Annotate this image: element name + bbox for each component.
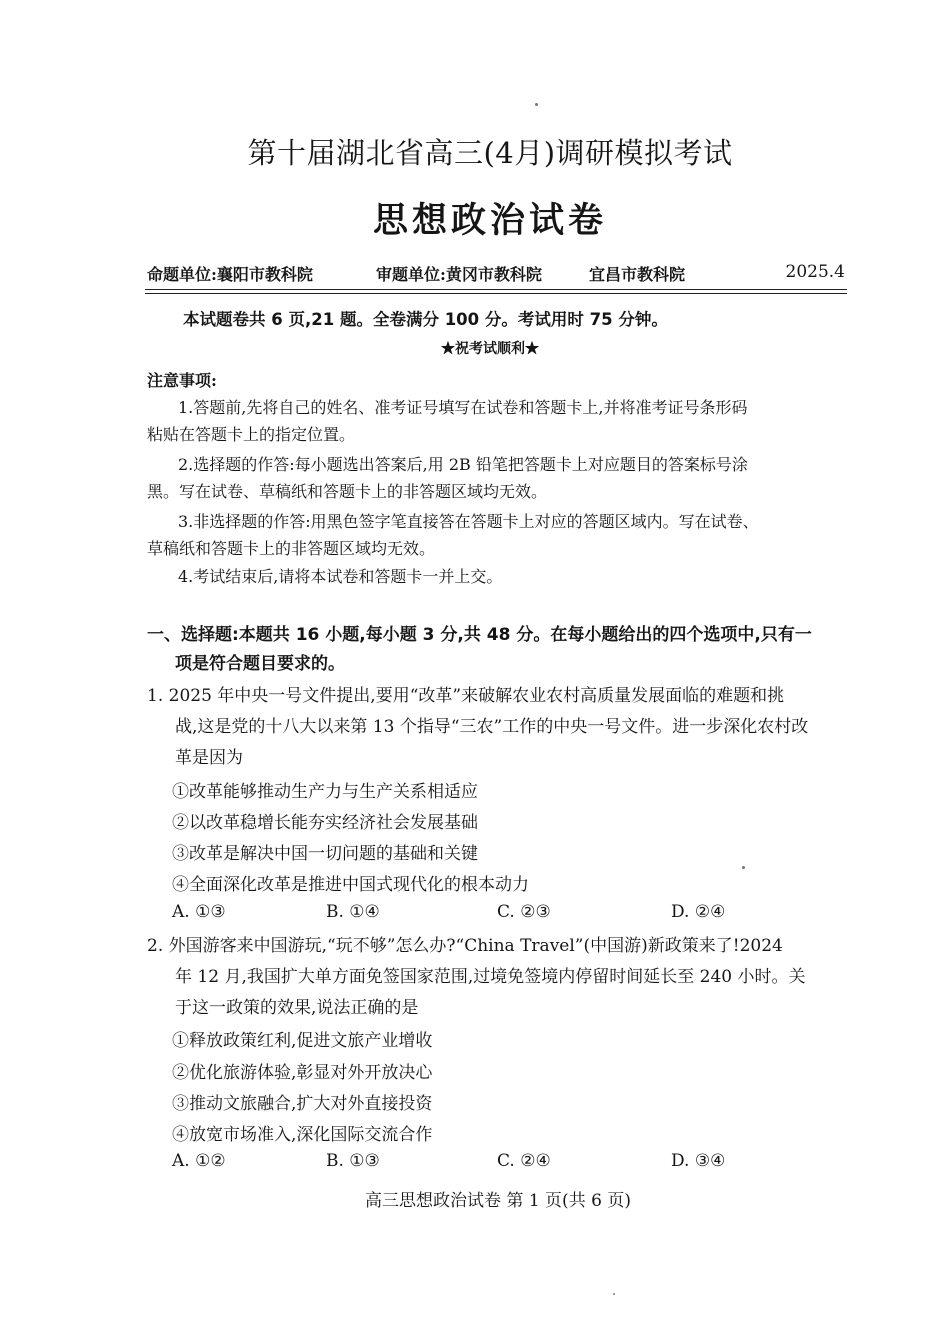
page-footer: 高三思想政治试卷 第 1 页(共 6 页): [365, 1191, 631, 1211]
question-2-choice-a: A. ①②: [172, 1151, 226, 1171]
question-2-choice-d: D. ③④: [671, 1151, 726, 1171]
question-1-stem-line1: 1. 2025 年中央一号文件提出,要用“改革”来破解农业农村高质量发展面临的难题和挑: [147, 686, 785, 706]
review-unit: 审题单位:黄冈市教科院: [376, 265, 542, 284]
notice-item-1: [147, 394, 852, 448]
notice-item-2-line2: 黑。写在试卷、草稿纸和答题卡上的非答题区域均无效。: [147, 482, 548, 501]
notice-item-3-line1: 3.非选择题的作答:用黑色签字笔直接答在答题卡上对应的答题区域内。写在试卷、: [178, 512, 759, 531]
header-rule-top: [145, 289, 847, 290]
section-heading: [147, 621, 857, 679]
exam-intro: 本试题卷共 6 页,21 题。全卷满分 100 分。考试用时 75 分钟。: [183, 310, 668, 329]
scan-speck: [742, 866, 745, 869]
question-1-choice-d: D. ②④: [671, 902, 726, 922]
notice-item-1-line1: 1.答题前,先将自己的姓名、准考证号填写在试卷和答题卡上,并将准考证号条形码: [178, 398, 748, 417]
question-1-choice-a: A. ①③: [172, 902, 226, 922]
notice-item-3-line2: 草稿纸和答题卡上的非答题区域均无效。: [147, 539, 436, 558]
question-2-option-4: ④放宽市场准入,深化国际交流合作: [172, 1125, 433, 1145]
section-heading-line2: 项是符合题目要求的。: [175, 654, 345, 674]
question-2-stem-line3: 于这一政策的效果,说法正确的是: [175, 998, 419, 1018]
subject-title: 思想政治试卷: [372, 201, 607, 241]
notice-item-4-line1: 4.考试结束后,请将本试卷和答题卡一并上交。: [178, 567, 503, 586]
notice-item-1-line2: 粘贴在答题卡上的指定位置。: [147, 425, 356, 444]
question-1-option-3: ③改革是解决中国一切问题的基础和关键: [172, 844, 478, 864]
scan-speck: [535, 103, 538, 106]
question-2-option-2: ②优化旅游体验,彰显对外开放决心: [172, 1063, 433, 1083]
good-luck-banner: ★祝考试顺利★: [441, 341, 539, 357]
notice-item-4: [147, 563, 852, 590]
question-2-choice-b: B. ①③: [326, 1151, 380, 1171]
question-1-option-4: ④全面深化改革是推进中国式现代化的根本动力: [172, 875, 529, 895]
exam-title: 第十届湖北省高三(4月)调研模拟考试: [247, 136, 733, 170]
notice-item-2-line1: 2.选择题的作答:每小题选出答案后,用 2B 铅笔把答题卡上对应题目的答案标号涂: [178, 455, 748, 474]
question-1-stem: [147, 681, 859, 774]
notice-item-3: [147, 508, 852, 562]
question-2-stem: [147, 931, 859, 1024]
header-rule-bottom: [145, 293, 847, 294]
question-2-choice-c: C. ②④: [497, 1151, 551, 1171]
question-2-option-3: ③推动文旅融合,扩大对外直接投资: [172, 1094, 433, 1114]
section-heading-line1: 一、选择题:本题共 16 小题,每小题 3 分,共 48 分。在每小题给出的四个选项中,只有一: [147, 625, 812, 645]
question-1-choice-b: B. ①④: [326, 902, 380, 922]
author-unit: 命题单位:襄阳市教科院: [147, 265, 313, 284]
notice-title: 注意事项:: [147, 371, 217, 390]
question-1-option-1: ①改革能够推动生产力与生产关系相适应: [172, 782, 478, 802]
question-1-option-2: ②以改革稳增长能夯实经济社会发展基础: [172, 813, 478, 833]
question-2-option-1: ①释放政策红利,促进文旅产业增收: [172, 1031, 433, 1051]
notice-item-2: [147, 451, 852, 505]
question-1-choice-c: C. ②③: [497, 902, 551, 922]
question-1-stem-line2: 战,这是党的十八大以来第 13 个指导“三农”工作的中央一号文件。进一步深化农村改: [175, 717, 809, 737]
question-2-stem-line2: 年 12 月,我国扩大单方面免签国家范围,过境免签境内停留时间延长至 240 小时。关: [175, 967, 806, 987]
question-2-stem-line1: 2. 外国游客来中国游玩,“玩不够”怎么办?“China Travel”(中国游)新政策来了!2024: [147, 936, 783, 956]
scan-speck: [613, 1293, 615, 1295]
exam-date: 2025.4: [785, 262, 845, 282]
review-unit-2: 宜昌市教科院: [589, 265, 686, 284]
question-1-stem-line3: 革是因为: [175, 748, 243, 768]
